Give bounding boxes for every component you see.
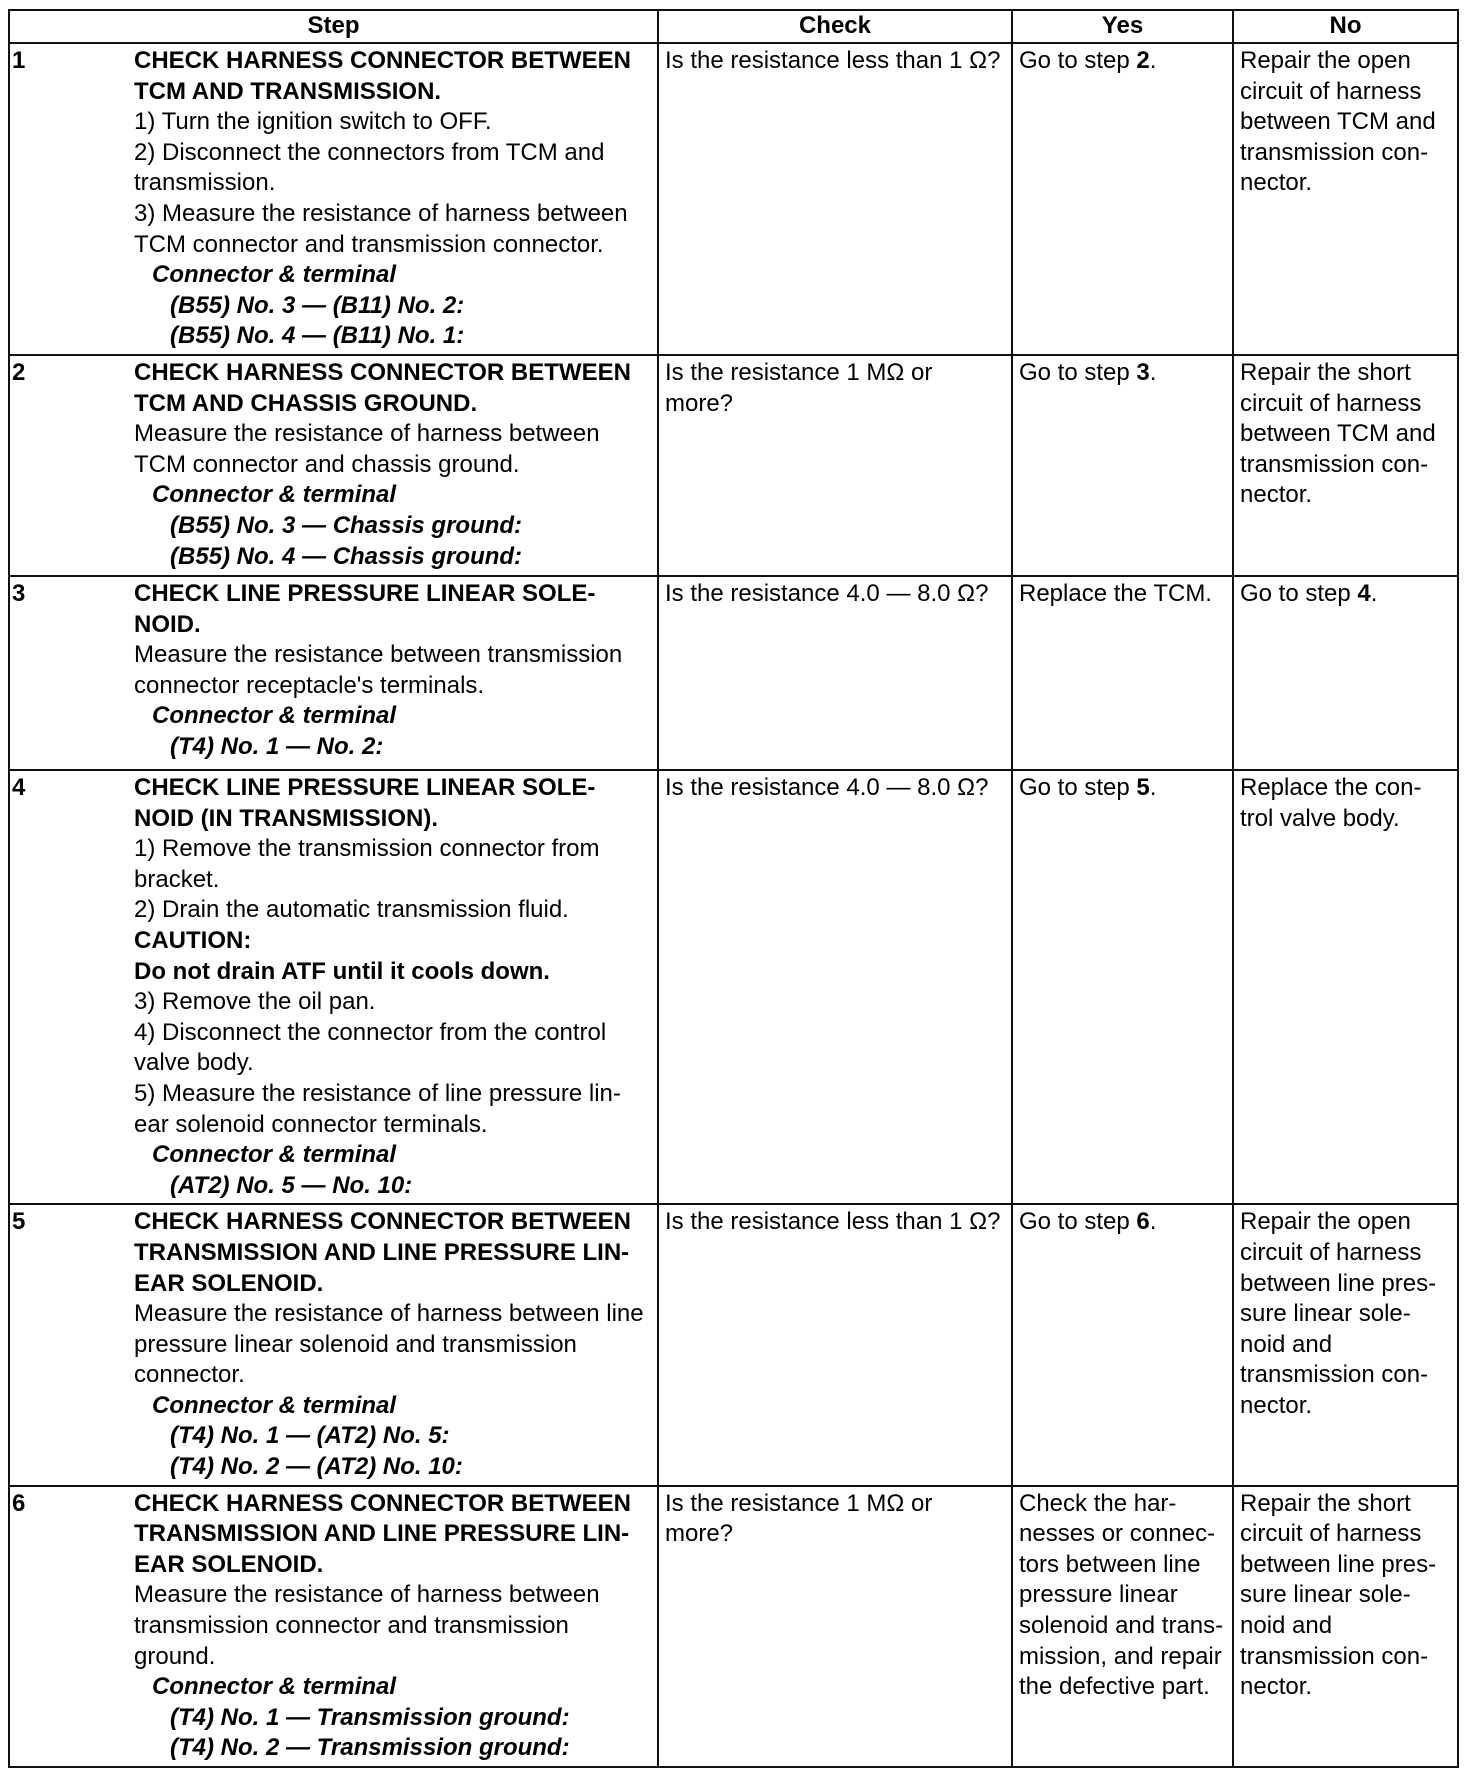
check-cell: Is the resistance less than 1 Ω? [658,43,1012,355]
instruction-line: 3) Remove the oil pan. [134,988,376,1016]
check-cell: Is the resistance 1 MΩ or more? [658,355,1012,576]
instruction-line: Measure the resistance of harness between TCM connector and chassis ground. [134,420,600,478]
instruction-line: 2) Disconnect the connectors from TCM and transmission. [134,138,605,197]
step-title: CHECK HARNESS CONNECTOR BETWEEN TCM AND CHASSIS GROUND. [134,359,631,417]
step-body [134,773,651,1201]
instruction-line: Measure the resistance of harness between transmission connector and transmission ground. [134,1581,600,1670]
header-row [9,10,1458,43]
no-cell: Repair the open circuit of harness between TCM and transmission con-nector. [1233,43,1458,355]
yes-cell [1012,355,1233,576]
yes-text: Go to step [1019,359,1137,386]
connector-terminal: (B55) No. 4 — Chassis ground: [170,542,523,570]
step-body [134,579,651,763]
yes-cell [1012,576,1233,770]
step-title: CHECK HARNESS CONNECTOR BETWEEN TRANSMISSION AND LINE PRESSURE LIN-EAR SOLENOID. [134,1208,631,1297]
yes-text-end: . [1149,774,1157,801]
step-cell [9,1486,658,1767]
caution-text: CAUTION: [134,926,252,954]
connector-heading: Connector & terminal [152,1673,397,1701]
yes-cell [1012,1486,1233,1767]
yes-text: Replace the TCM. [1019,580,1212,607]
table-row [9,355,1458,576]
yes-text: Go to step [1019,1208,1137,1236]
caution-text: Do not drain ATF until it cools down. [134,957,550,985]
instruction-line: 3) Measure the resistance of harness between TCM connector and transmission connector. [134,199,628,258]
table-row [9,43,1458,355]
yes-step-number: 3 [1136,359,1150,386]
no-cell [1233,576,1458,770]
no-text: Go to step [1240,580,1358,607]
connector-heading: Connector & terminal [152,261,397,289]
step-title: CHECK HARNESS CONNECTOR BETWEEN TRANSMISSION AND LINE PRESSURE LIN-EAR SOLENOID. [134,1489,631,1578]
step-number: 1 [12,47,26,74]
no-cell: Repair the short circuit of harness between TCM and transmission con-nector. [1233,355,1458,576]
connector-heading: Connector & terminal [152,481,397,509]
step-title: CHECK HARNESS CONNECTOR BETWEEN TCM AND TRANSMISSION. [134,47,631,105]
step-body [134,46,651,352]
check-cell: Is the resistance 4.0 — 8.0 Ω? [658,770,1012,1204]
instruction-line: Measure the resistance between transmission connector receptacle's terminals. [134,641,623,699]
table-row [9,1204,1458,1485]
step-number: 3 [12,580,26,607]
yes-text: Go to step [1019,47,1137,74]
table-row [9,1486,1458,1767]
no-cell: Repair the short circuit of harness between line pres-sure linear sole-noid and transmission con-nector. [1233,1486,1458,1767]
yes-text-end: . [1149,359,1157,386]
diagnostic-table [8,9,1459,1768]
instruction-line: Measure the resistance of harness between line pressure linear solenoid and transmission connector. [134,1300,644,1389]
table-row [9,576,1458,770]
connector-terminal: (T4) No. 1 — (AT2) No. 5: [170,1422,450,1450]
step-body [134,1489,651,1764]
step-cell [9,770,658,1204]
connector-terminal: (B55) No. 3 — (B11) No. 2: [170,291,465,319]
no-text-end: . [1370,580,1378,607]
instruction-line: 1) Turn the ignition switch to OFF. [134,108,492,136]
yes-step-number: 2 [1136,47,1150,74]
no-step-number: 4 [1357,580,1371,607]
header-yes: Yes [1012,10,1233,43]
connector-terminal: (B55) No. 3 — Chassis ground: [170,511,523,539]
check-cell: Is the resistance less than 1 Ω? [658,1204,1012,1485]
yes-cell [1012,1204,1233,1485]
header-check: Check [658,10,1012,43]
header-step: Step [9,10,658,43]
step-number: 2 [12,359,26,386]
step-number: 6 [12,1489,26,1517]
connector-terminal: (T4) No. 1 — No. 2: [170,732,384,760]
instruction-line: 5) Measure the resistance of line pressure lin-ear solenoid connector terminals. [134,1079,621,1138]
yes-step-number: 6 [1136,1208,1150,1236]
table-row [9,770,1458,1204]
header-no: No [1233,10,1458,43]
step-body [134,1207,651,1482]
step-title: CHECK LINE PRESSURE LINEAR SOLE-NOID (IN TRANSMISSION). [134,774,596,832]
connector-terminal: (T4) No. 2 — Transmission ground: [170,1734,570,1762]
step-body [134,358,651,572]
connector-terminal: (AT2) No. 5 — No. 10: [170,1171,413,1199]
step-number: 4 [12,774,26,801]
yes-text-end: . [1149,1208,1157,1236]
connector-terminal: (T4) No. 1 — Transmission ground: [170,1703,570,1731]
check-cell: Is the resistance 1 MΩ or more? [658,1486,1012,1767]
yes-text: Go to step [1019,774,1137,801]
yes-text: Check the har-nesses or connec-tors between line pressure linear solenoid and trans-mission, and repair the defective part. [1019,1489,1224,1701]
step-number: 5 [12,1208,26,1236]
no-cell: Replace the con-trol valve body. [1233,770,1458,1204]
connector-heading: Connector & terminal [152,702,397,730]
connector-heading: Connector & terminal [152,1391,397,1419]
instruction-line: 1) Remove the transmission connector from bracket. [134,835,600,893]
step-cell [9,1204,658,1485]
step-title: CHECK LINE PRESSURE LINEAR SOLE-NOID. [134,580,596,638]
no-cell: Repair the open circuit of harness between line pres-sure linear sole-noid and transmission con-nector. [1233,1204,1458,1485]
connector-heading: Connector & terminal [152,1141,397,1169]
step-cell [9,355,658,576]
step-cell [9,43,658,355]
connector-terminal: (T4) No. 2 — (AT2) No. 10: [170,1453,463,1481]
yes-cell [1012,770,1233,1204]
check-cell: Is the resistance 4.0 — 8.0 Ω? [658,576,1012,770]
instruction-line: 2) Drain the automatic transmission fluid. [134,896,569,924]
connector-terminal: (B55) No. 4 — (B11) No. 1: [170,322,465,350]
yes-step-number: 5 [1136,774,1150,801]
yes-cell [1012,43,1233,355]
yes-text-end: . [1149,47,1157,74]
instruction-line: 4) Disconnect the connector from the control valve body. [134,1018,607,1077]
step-cell [9,576,658,770]
